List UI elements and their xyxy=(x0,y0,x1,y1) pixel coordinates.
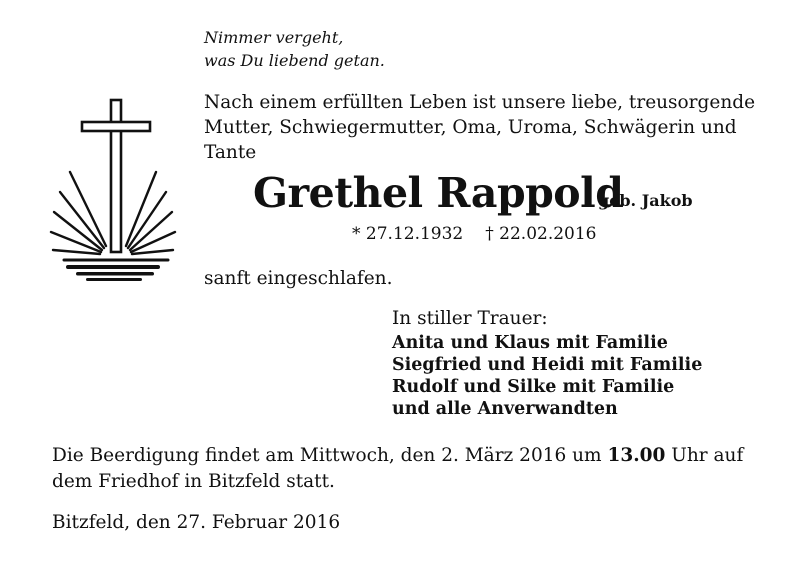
quote-line: Nimmer vergeht, xyxy=(204,28,344,47)
mourning-title: In stiller Trauer: xyxy=(392,308,548,329)
mourner-line: Rudolf und Silke mit Familie xyxy=(392,377,675,397)
passing-text: sanft eingeschlafen. xyxy=(204,268,393,289)
memorial-quote xyxy=(204,26,385,72)
funeral-text: Uhr auf xyxy=(665,445,744,466)
cross-sunrise-icon xyxy=(46,96,180,282)
maiden-name: geb. Jakob xyxy=(598,191,693,210)
intro-line: Mutter, Schwiegermutter, Oma, Uroma, Schwägerin und xyxy=(204,117,737,138)
death-date: † 22.02.2016 xyxy=(485,224,597,244)
intro-line: Nach einem erfüllten Leben ist unsere liebe, treusorgende xyxy=(204,92,756,113)
deceased-name: Grethel Rappold xyxy=(253,169,624,217)
life-dates xyxy=(352,222,597,246)
mourner-line: Anita und Klaus mit Familie xyxy=(392,333,668,353)
funeral-text: Die Beerdigung findet am Mittwoch, den 2. März 2016 um xyxy=(52,445,608,466)
place-and-date: Bitzfeld, den 27. Februar 2016 xyxy=(52,512,341,533)
quote-line: was Du liebend getan. xyxy=(204,51,385,70)
intro-text xyxy=(204,90,755,165)
birth-date: * 27.12.1932 xyxy=(352,224,464,244)
mourner-line: und alle Anverwandten xyxy=(392,399,618,419)
intro-line: Tante xyxy=(204,142,257,163)
mourner-line: Siegfried und Heidi mit Familie xyxy=(392,355,703,375)
funeral-info xyxy=(52,443,743,495)
mourners-list xyxy=(392,332,702,420)
funeral-line xyxy=(52,443,743,469)
funeral-time: 13.00 xyxy=(607,445,666,466)
funeral-line: dem Friedhof in Bitzfeld statt. xyxy=(52,471,335,492)
